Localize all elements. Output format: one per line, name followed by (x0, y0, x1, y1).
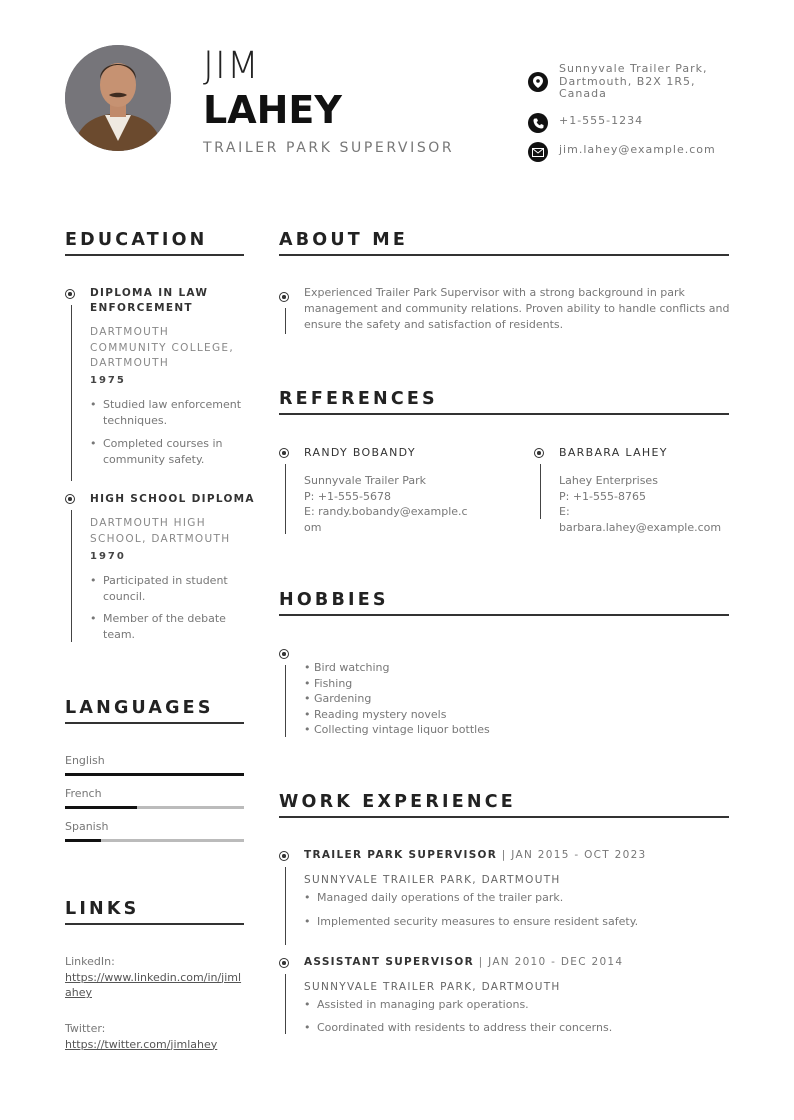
email-text: jim.lahey@example.com (559, 143, 716, 156)
linkedin-link[interactable]: https://www.linkedin.com/in/jimlahey (65, 970, 242, 999)
work-item: • Implemented security measures to ensure resident safety. (304, 915, 639, 928)
about-rule (279, 254, 729, 256)
link-label: LinkedIn: (65, 955, 115, 968)
email-icon (528, 142, 548, 162)
timeline-bullet-icon (65, 289, 75, 299)
hobby-item: • Collecting vintage liquor bottles (304, 723, 490, 736)
last-name: LAHEY (203, 88, 342, 132)
reference-details: Sunnyvale Trailer Park P: +1-555-5678 E: randy.bobandy@example.com (304, 474, 468, 534)
work-company: SUNNYVALE TRAILER PARK, DARTMOUTH (304, 981, 561, 993)
job-title: TRAILER PARK SUPERVISOR (203, 140, 455, 156)
language-level-fill (65, 773, 244, 776)
profile-photo (65, 45, 171, 151)
education-heading: EDUCATION (65, 230, 208, 250)
education-degree: HIGH SCHOOL DIPLOMA (90, 493, 255, 505)
work-role: ASSISTANT SUPERVISOR (304, 956, 474, 968)
timeline-line (71, 510, 72, 642)
language-level-bar (65, 806, 244, 809)
education-school: DARTMOUTH HIGH SCHOOL, DARTMOUTH (90, 517, 231, 545)
work-company: SUNNYVALE TRAILER PARK, DARTMOUTH (304, 874, 561, 886)
timeline-bullet-icon (279, 958, 289, 968)
timeline-line (285, 974, 286, 1034)
about-text: Experienced Trailer Park Supervisor with a strong background in park management and community relations. Proven ability to handle conflicts and ensure the safety and satisfaction of residents. (304, 286, 730, 331)
links-heading: LINKS (65, 899, 140, 919)
reference-name: RANDY BOBANDY (304, 446, 416, 459)
education-item: • Studied law enforcement techniques. (90, 398, 242, 427)
timeline-bullet-icon (534, 448, 544, 458)
timeline-line (540, 464, 541, 519)
timeline-bullet-icon (279, 292, 289, 302)
first-name: JIM (203, 44, 260, 87)
references-heading: REFERENCES (279, 389, 438, 409)
education-year: 1970 (90, 551, 126, 562)
link-linkedin (65, 954, 245, 1001)
address-text: Sunnyvale Trailer Park, Dartmouth, B2X 1R5, Canada (559, 62, 708, 100)
work-dates: JAN 2010 - DEC 2014 (488, 956, 624, 968)
language-level-bar (65, 773, 244, 776)
timeline-line (285, 464, 286, 534)
work-item: • Managed daily operations of the trailer park. (304, 891, 564, 904)
phone-text: +1-555-1234 (559, 114, 644, 127)
reference-name: BARBARA LAHEY (559, 446, 668, 459)
language-name: English (65, 754, 105, 767)
timeline-line (285, 867, 286, 945)
languages-rule (65, 722, 244, 724)
timeline-line (71, 305, 72, 481)
work-dates: JAN 2015 - OCT 2023 (511, 849, 647, 861)
work-title-line: TRAILER PARK SUPERVISOR | JAN 2015 - OCT 2023 (304, 849, 647, 861)
link-label: Twitter: (65, 1022, 106, 1035)
hobby-item: • Reading mystery novels (304, 707, 447, 721)
hobbies-heading: HOBBIES (279, 590, 389, 610)
education-degree: DIPLOMA IN LAW ENFORCEMENT (90, 287, 209, 314)
hobby-item: • Gardening (304, 692, 372, 705)
links-rule (65, 923, 244, 925)
education-school: DARTMOUTH COMMUNITY COLLEGE, DARTMOUTH (90, 326, 234, 369)
link-twitter (65, 1021, 245, 1052)
work-item: • Assisted in managing park operations. (304, 998, 529, 1011)
timeline-bullet-icon (65, 494, 75, 504)
language-name: French (65, 787, 102, 800)
language-level-fill (65, 839, 101, 842)
education-rule (65, 254, 244, 256)
timeline-bullet-icon (279, 448, 289, 458)
education-item: • Member of the debate team. (90, 612, 226, 641)
timeline-bullet-icon (279, 851, 289, 861)
language-level-fill (65, 806, 137, 809)
work-rule (279, 816, 729, 818)
timeline-bullet-icon (279, 649, 289, 659)
phone-icon (528, 113, 548, 133)
education-item: • Completed courses in community safety. (90, 437, 223, 466)
education-year: 1975 (90, 375, 126, 386)
timeline-line (285, 308, 286, 334)
about-heading: ABOUT ME (279, 230, 408, 250)
twitter-link[interactable]: https://twitter.com/jimlahey (65, 1037, 218, 1051)
language-name: Spanish (65, 820, 109, 833)
work-role: TRAILER PARK SUPERVISOR (304, 849, 498, 861)
references-rule (279, 413, 729, 415)
work-item: • Coordinated with residents to address their concerns. (304, 1021, 613, 1034)
language-level-bar (65, 839, 244, 842)
education-item: • Participated in student council. (90, 574, 228, 603)
hobbies-rule (279, 614, 729, 616)
work-heading: WORK EXPERIENCE (279, 792, 516, 812)
languages-heading: LANGUAGES (65, 698, 214, 718)
hobbies-list (304, 660, 604, 738)
timeline-line (285, 665, 286, 737)
reference-details: Lahey Enterprises P: +1-555-8765 E: barbara.lahey@example.com (559, 474, 722, 534)
hobby-item: • Bird watching (304, 661, 390, 674)
hobby-item: • Fishing (304, 676, 353, 690)
location-pin-icon (528, 72, 548, 92)
work-title-line: ASSISTANT SUPERVISOR | JAN 2010 - DEC 2014 (304, 956, 624, 968)
